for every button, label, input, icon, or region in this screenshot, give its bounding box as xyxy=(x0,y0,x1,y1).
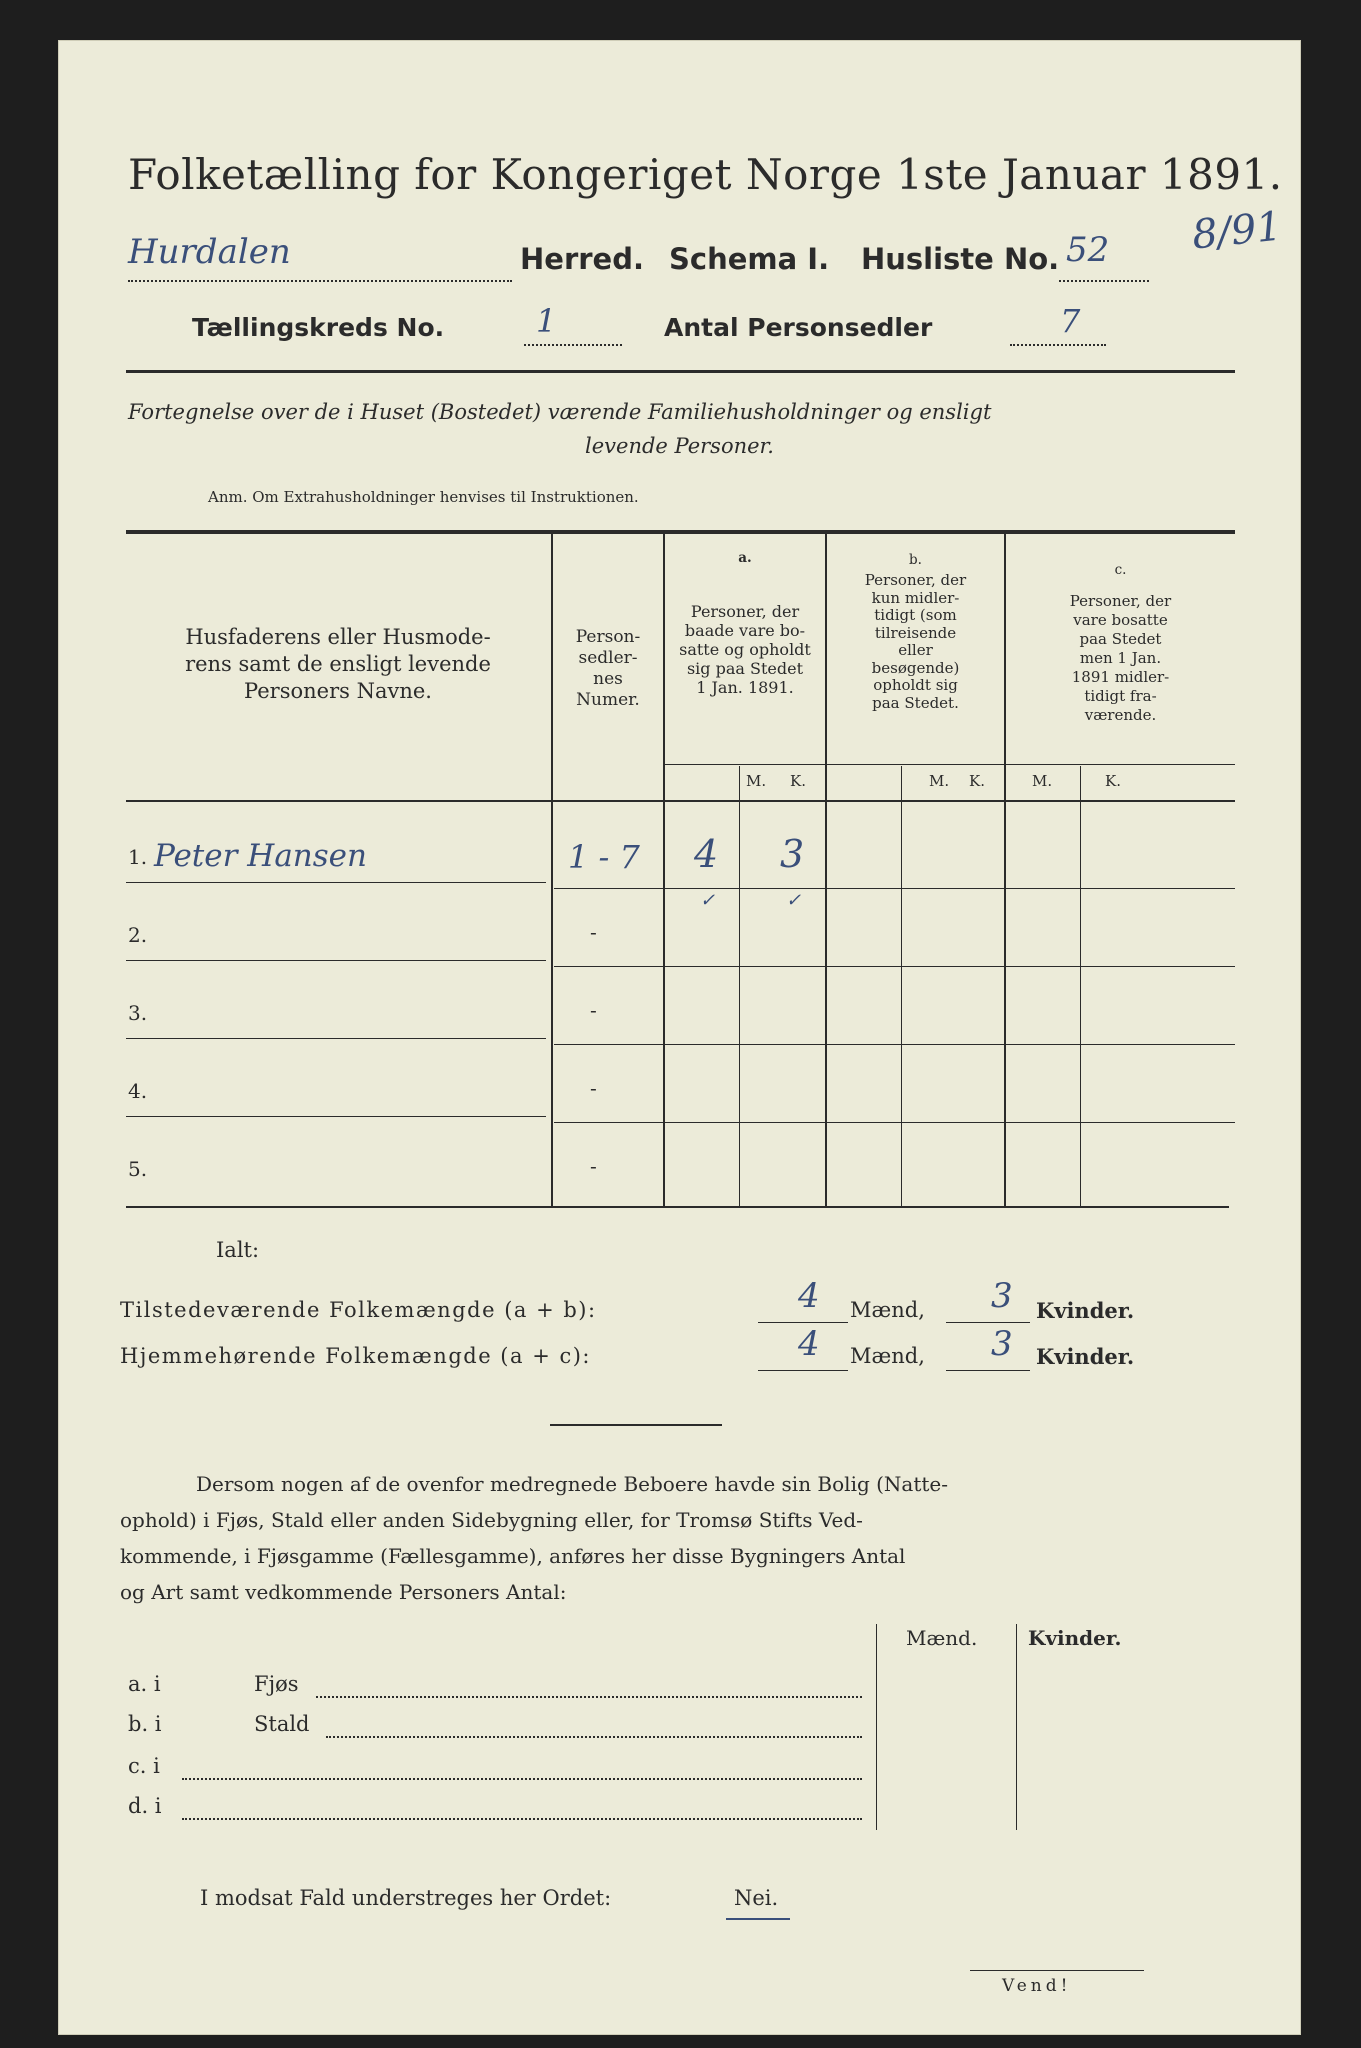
item-b-letter: b. i xyxy=(128,1712,162,1736)
c-k-label: K. xyxy=(1105,772,1121,790)
hjem-m-line xyxy=(758,1370,848,1371)
row-4-name-line xyxy=(126,1116,546,1117)
row-2-number: 2. xyxy=(128,923,148,947)
bottom-kvinder-header: Kvinder. xyxy=(1028,1626,1122,1650)
tilst-kvinder: Kvinder. xyxy=(1036,1298,1135,1323)
row-1-numer: 1 - 7 xyxy=(568,838,640,876)
item-a-dotted-line xyxy=(316,1696,862,1698)
kreds-value: 1 xyxy=(536,302,557,340)
hjem-k-value: 3 xyxy=(991,1324,1013,1364)
herred-dotted-line xyxy=(128,280,512,282)
anm-note: Anm. Om Extrahusholdninger henvises til Instruktionen. xyxy=(208,488,639,506)
group-a-letter: a. xyxy=(738,550,752,566)
group-c-letter: c. xyxy=(1114,562,1127,578)
row-3-name-line xyxy=(126,1038,546,1039)
mk-header-rule xyxy=(663,764,1235,765)
modsat-word: Nei. xyxy=(734,1886,779,1910)
hjem-label: Hjemmehørende Folkemængde (a + c): xyxy=(120,1344,591,1368)
col-divider-a-mk xyxy=(739,766,740,1206)
row-3-line xyxy=(554,1044,1235,1045)
row-4-number: 4. xyxy=(128,1079,148,1103)
col-divider-c-mk xyxy=(1080,766,1081,1206)
census-form-sheet xyxy=(58,40,1301,2035)
table-bottom-rule xyxy=(126,1206,1229,1208)
antal-dotted-line xyxy=(1010,344,1106,346)
item-d-letter: d. i xyxy=(128,1794,162,1818)
b-m-label: M. xyxy=(929,772,950,790)
vend-label: Vend! xyxy=(1002,1976,1072,1996)
item-a-text: Fjøs xyxy=(254,1672,299,1696)
group-b-letter: b. xyxy=(909,552,922,568)
section-divider xyxy=(550,1424,722,1426)
a-m-label: M. xyxy=(746,772,767,790)
kreds-dotted-line xyxy=(524,344,622,346)
tilst-label: Tilstedeværende Folkemængde (a + b): xyxy=(120,1298,597,1322)
ialt-label: Ialt: xyxy=(216,1238,260,1262)
para-line1: Dersom nogen af de ovenfor medregnede Beboere havde sin Bolig (Natte- xyxy=(196,1472,949,1496)
schema-label: Schema I. xyxy=(669,242,830,276)
hjem-k-line xyxy=(946,1370,1030,1371)
item-b-dotted-line xyxy=(326,1736,862,1738)
hjem-m-value: 4 xyxy=(798,1324,820,1364)
row-5-numer: - xyxy=(590,1154,597,1178)
hjem-maend: Mænd, xyxy=(850,1344,925,1368)
item-a-letter: a. i xyxy=(128,1672,161,1696)
antal-value: 7 xyxy=(1060,302,1081,340)
item-b-text: Stald xyxy=(254,1712,310,1736)
col-divider-b-mk xyxy=(901,766,902,1206)
tilst-k-line xyxy=(946,1322,1030,1323)
modsat-label: I modsat Fald understreges her Ordet: xyxy=(200,1886,612,1910)
tilst-m-line xyxy=(758,1322,848,1323)
row-4-numer: - xyxy=(590,1076,597,1100)
herred-value: Hurdalen xyxy=(128,232,291,272)
herred-label: Herred. xyxy=(520,242,644,276)
a-k-label: K. xyxy=(790,772,806,790)
row-1-a-k: 3 xyxy=(780,832,805,876)
row-2-name-line xyxy=(126,960,546,961)
group-b-header: Personer, der kun midler- tidigt (som tilreisende eller besøgende) opholdt sig paa Stedet. xyxy=(864,571,967,712)
col-numer-header: Person- sedler- nes Numer. xyxy=(575,627,641,710)
row-1-number: 1. xyxy=(128,845,148,869)
row-1-a-k-check: ✓ xyxy=(786,890,802,911)
row-3-numer: - xyxy=(590,998,597,1022)
row-1-a-m-check: ✓ xyxy=(700,890,716,911)
husliste-value: 52 xyxy=(1066,230,1110,270)
header-rule xyxy=(126,370,1235,373)
antal-label: Antal Personsedler xyxy=(664,313,933,342)
group-a-header: Personer, der baade vare bo- satte og opholdt sig paa Stedet 1 Jan. 1891. xyxy=(679,602,811,697)
row-2-numer: - xyxy=(590,920,597,944)
row-1-name: Peter Hansen xyxy=(154,838,367,874)
row-5-number: 5. xyxy=(128,1157,148,1181)
row-4-line xyxy=(554,1122,1235,1123)
b-k-label: K. xyxy=(969,772,985,790)
row-1-line xyxy=(554,888,1235,889)
husliste-dotted-line xyxy=(1059,280,1149,282)
bottom-col-divider-2 xyxy=(1016,1624,1017,1830)
row-1-a-m: 4 xyxy=(694,832,719,876)
para-line4: og Art samt vedkommende Personers Antal: xyxy=(120,1580,567,1604)
group-c-header: Personer, der vare bosatte paa Stedet men 1 Jan. 1891 midler- tidigt fra- værende. xyxy=(1069,592,1172,724)
para-line3: kommende, i Fjøsgamme (Fællesgamme), anføres her disse Bygningers Antal xyxy=(120,1544,906,1568)
para-line2: ophold) i Fjøs, Stald eller anden Sidebygning eller, for Tromsø Stifts Ved- xyxy=(120,1508,863,1532)
tilst-maend: Mænd, xyxy=(850,1298,925,1322)
intro-line1: Fortegnelse over de i Huset (Bostedet) værende Familiehusholdninger og ensligt xyxy=(128,400,992,424)
tilst-k-value: 3 xyxy=(991,1276,1013,1316)
c-m-label: M. xyxy=(1032,772,1053,790)
kreds-label: Tællingskreds No. xyxy=(192,313,445,342)
col-names-header: Husfaderens eller Husmode- rens samt de ensligt levende Personers Navne. xyxy=(185,625,491,703)
table-top-rule xyxy=(126,530,1235,534)
row-3-number: 3. xyxy=(128,1001,148,1025)
bottom-col-divider-1 xyxy=(876,1624,877,1830)
col-divider-names xyxy=(551,534,553,1206)
vend-rule xyxy=(970,1970,1144,1971)
bottom-maend-header: Mænd. xyxy=(906,1626,978,1650)
hjem-kvinder: Kvinder. xyxy=(1036,1344,1135,1369)
side-note: 8/91 xyxy=(1189,203,1284,259)
husliste-label: Husliste No. xyxy=(861,242,1060,276)
item-d-dotted-line xyxy=(182,1818,862,1820)
item-c-letter: c. i xyxy=(128,1754,160,1778)
row-1-name-line xyxy=(126,882,546,883)
form-title: Folketælling for Kongeriget Norge 1ste Januar 1891. xyxy=(128,150,1283,199)
table-header-bottom-rule xyxy=(126,800,1235,802)
intro-line2: levende Personer. xyxy=(585,434,774,458)
row-2-line xyxy=(554,966,1235,967)
tilst-m-value: 4 xyxy=(798,1276,820,1316)
item-c-dotted-line xyxy=(182,1778,862,1780)
modsat-underline xyxy=(726,1918,790,1920)
